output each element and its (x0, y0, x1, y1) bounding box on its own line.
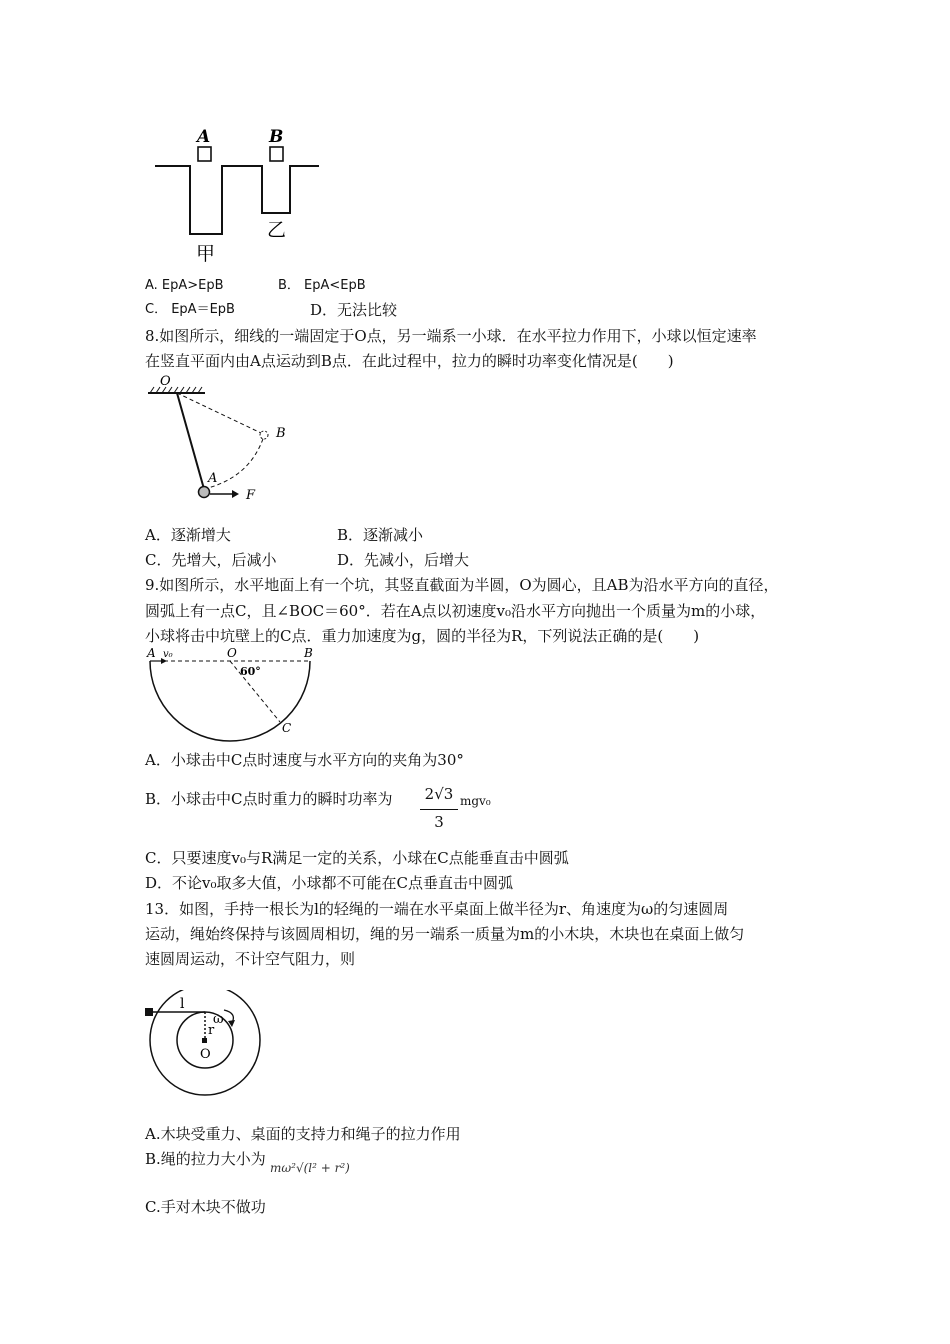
q9-option-b-fraction-bar (420, 809, 458, 810)
q7-label-a: A (197, 127, 211, 147)
q13-stem-line-2: 运动，绳始终保持与该圆周相切，绳的另一端系一质量为m的小木块，木块也在桌面上做匀 (145, 925, 745, 943)
q7-option-d: D．无法比较 (310, 301, 398, 319)
q13-stem-line-3: 速圆周运动，不计空气阻力，则 (145, 950, 356, 968)
q9-stem-line-1: 9.如图所示，水平地面上有一个坑，其竖直截面为半圆，O为圆心，且AB为沿水平方向的直径， (145, 576, 779, 594)
q8-option-d: D．先减小，后增大 (337, 551, 470, 569)
q13-label-o: O (200, 1047, 211, 1062)
q7-label-yi: 乙 (267, 219, 287, 241)
q8-option-a: A．逐渐增大 (145, 526, 231, 544)
q13-label-l: l (180, 996, 185, 1012)
q8-string-ob (177, 393, 261, 433)
q8-stem-line-2: 在竖直平面内由A点运动到B点．在此过程中，拉力的瞬时功率变化情况是( ) (145, 352, 674, 370)
q8-label-o: O (160, 374, 171, 389)
q8-option-c: C．先增大，后减小 (145, 551, 277, 569)
q7-figure (145, 120, 335, 270)
q7-block-a (198, 147, 211, 161)
q8-ball-a (199, 487, 210, 498)
q9-option-c: C．只要速度v₀与R满足一定的关系，小球在C点能垂直击中圆弧 (145, 849, 569, 867)
q7-block-b (270, 147, 283, 161)
q8-ball-b (260, 431, 268, 439)
q9-label-angle: 60° (240, 665, 261, 678)
q9-option-b-denominator: 3 (434, 813, 444, 831)
q13-center-point (202, 1038, 207, 1043)
q7-label-jia: 甲 (196, 243, 216, 265)
q8-label-a: A (208, 471, 218, 486)
q9-option-a: A．小球击中C点时速度与水平方向的夹角为30° (145, 751, 464, 769)
q13-stem-line-1: 13．如图，手持一根长为l的轻绳的一端在水平桌面上做半径为r、角速度为ω的匀速圆周 (145, 900, 729, 918)
q9-label-c: C (282, 721, 292, 735)
q13-label-r: r (208, 1023, 215, 1038)
q9-option-b-numerator: 2√3 (424, 785, 454, 803)
q8-label-b: B (276, 426, 286, 441)
q7-option-b: B． EpA<EpB (278, 278, 366, 293)
q7-option-c: C． EpA＝EpB (145, 302, 235, 317)
q13-option-b-formula: mω²√(l² + r²) (270, 1161, 350, 1175)
q9-label-v0: v₀ (163, 649, 173, 660)
q13-wood-block (145, 1008, 153, 1016)
q8-stem-line-1: 8.如图所示，细线的一端固定于O点，另一端系一小球．在水平拉力作用下，小球以恒定速率 (145, 327, 757, 345)
q8-arrow-head (232, 490, 239, 498)
q8-string-oa (177, 393, 204, 489)
q13-figure (140, 990, 280, 1100)
q13-option-c: C.手对木块不做功 (145, 1198, 266, 1216)
q9-label-a: A (147, 646, 156, 660)
q8-label-f: F (246, 488, 256, 503)
q9-option-b-prefix: B．小球击中C点时重力的瞬时功率为 (145, 790, 393, 808)
q9-stem-line-2: 圆弧上有一点C，且∠BOC＝60°．若在A点以初速度v₀沿水平方向抛出一个质量为m的小球， (145, 602, 766, 620)
q7-ground-profile (155, 166, 319, 234)
q9-stem-line-3: 小球将击中坑壁上的C点．重力加速度为g，圆的半径为R，下列说法正确的是( ) (145, 627, 700, 645)
q8-option-b: B．逐渐减小 (337, 526, 424, 544)
q9-figure (140, 644, 320, 744)
q9-option-d: D．不论v₀取多大值，小球都不可能在C点垂直击中圆弧 (145, 874, 513, 892)
q8-figure (140, 370, 300, 510)
q13-label-omega: ω (213, 1012, 224, 1027)
q9-option-b-suffix: mgv₀ (460, 794, 491, 808)
q7-label-b: B (269, 127, 284, 147)
q13-option-b: B.绳的拉力大小为 (145, 1150, 266, 1168)
q9-label-o: O (227, 646, 237, 660)
q13-option-a: A.木块受重力、桌面的支持力和绳子的拉力作用 (145, 1125, 461, 1143)
q9-label-b: B (304, 646, 313, 660)
q7-option-a: A. EpA>EpB (145, 278, 224, 293)
